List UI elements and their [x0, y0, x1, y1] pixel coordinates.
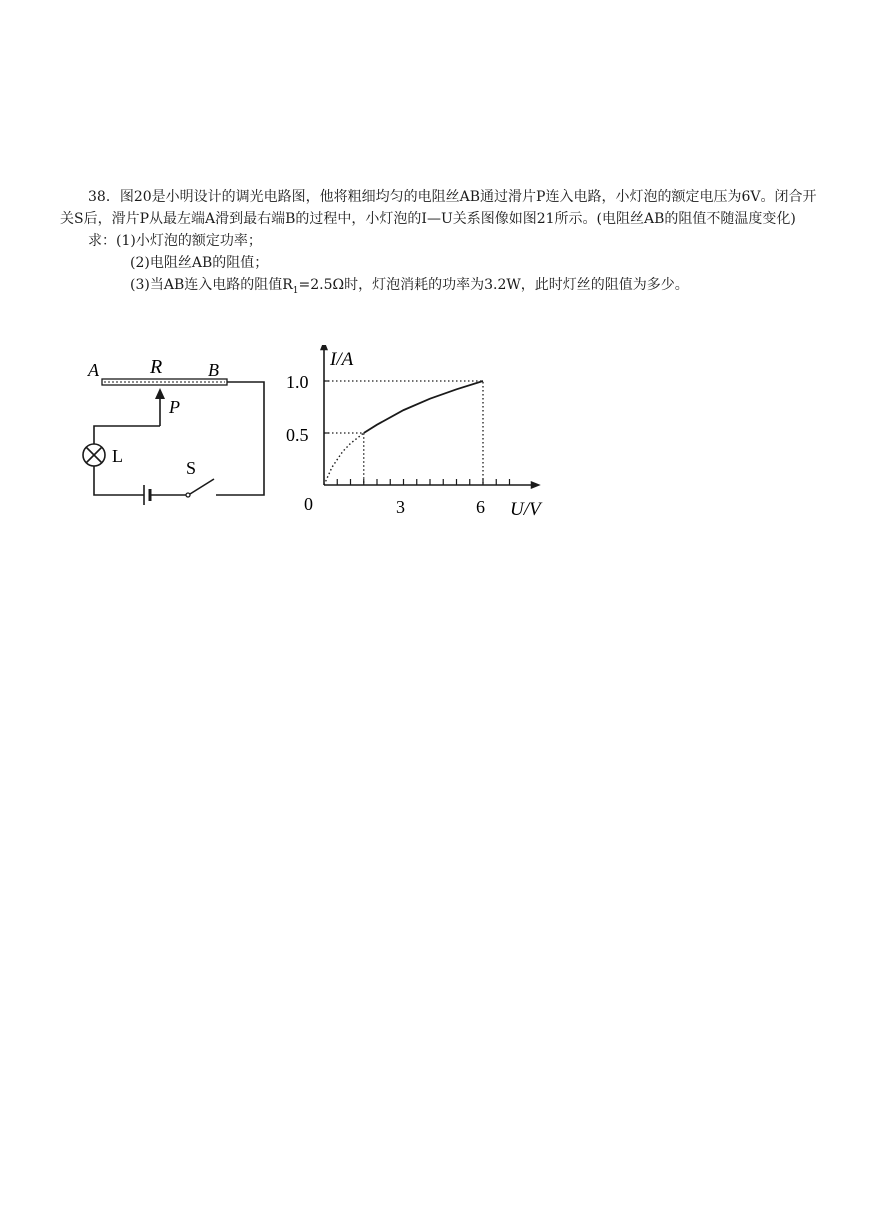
- y-tick-label-0-5: 0.5: [286, 425, 309, 445]
- iu-curve-dotted: [324, 433, 364, 485]
- question-text: 图20是小明设计的调光电路图，他将粗细均匀的电阻丝AB通过滑片P连入电路，小灯泡的额定电压为6V。闭合开关S后，滑片P从最左端A滑到最右端B的过程中，小灯泡的I—U关系图像如图21所示。(电阻丝AB的阻值不随温度变化): [60, 189, 817, 227]
- label-a: A: [88, 360, 99, 380]
- sub-question-1: [60, 230, 820, 252]
- x-axis-label: U/V: [510, 499, 541, 520]
- y-axis-arrow: [320, 345, 328, 350]
- wire-top-left: [94, 426, 160, 444]
- guide-line: [324, 381, 483, 485]
- y-axis-label: I/A: [330, 349, 354, 370]
- label-l: L: [112, 446, 123, 466]
- x-axis-arrow: [531, 481, 541, 489]
- question-stem: [60, 186, 820, 230]
- x-tick-label-3: 3: [396, 497, 405, 517]
- subscript-1: 1: [292, 285, 299, 296]
- question-38: [60, 186, 820, 302]
- circuit-diagram: [74, 350, 284, 520]
- ask-label: 求：: [88, 233, 116, 249]
- sub-question-1-text: (1)小灯泡的额定功率；: [116, 233, 262, 249]
- slider-arrow: [155, 388, 165, 399]
- sub-question-2: (2)电阻丝AB的阻值；: [130, 255, 269, 271]
- origin-label: 0: [304, 494, 313, 514]
- question-number: 38．: [88, 189, 120, 205]
- guide-line: [324, 433, 364, 485]
- label-p: P: [169, 397, 180, 417]
- label-b: B: [208, 360, 219, 380]
- iu-graph: [282, 345, 562, 525]
- x-tick-label-6: 6: [476, 497, 485, 517]
- iu-curve-solid: [364, 381, 483, 433]
- wire-left-bottom: [94, 466, 144, 495]
- y-tick-label-1-0: 1.0: [286, 372, 309, 392]
- label-s: S: [186, 458, 197, 478]
- sub-question-3: (3)当AB连入电路的阻值$R_1=2.5\Omega$时，灯泡消耗的功率为3.2W，此时灯丝的阻值为多少。: [130, 277, 689, 296]
- battery-symbol: [144, 485, 150, 505]
- label-r: R: [150, 356, 163, 378]
- switch-symbol: [186, 479, 214, 497]
- lamp-symbol: [83, 444, 105, 466]
- wire-right: [216, 382, 264, 495]
